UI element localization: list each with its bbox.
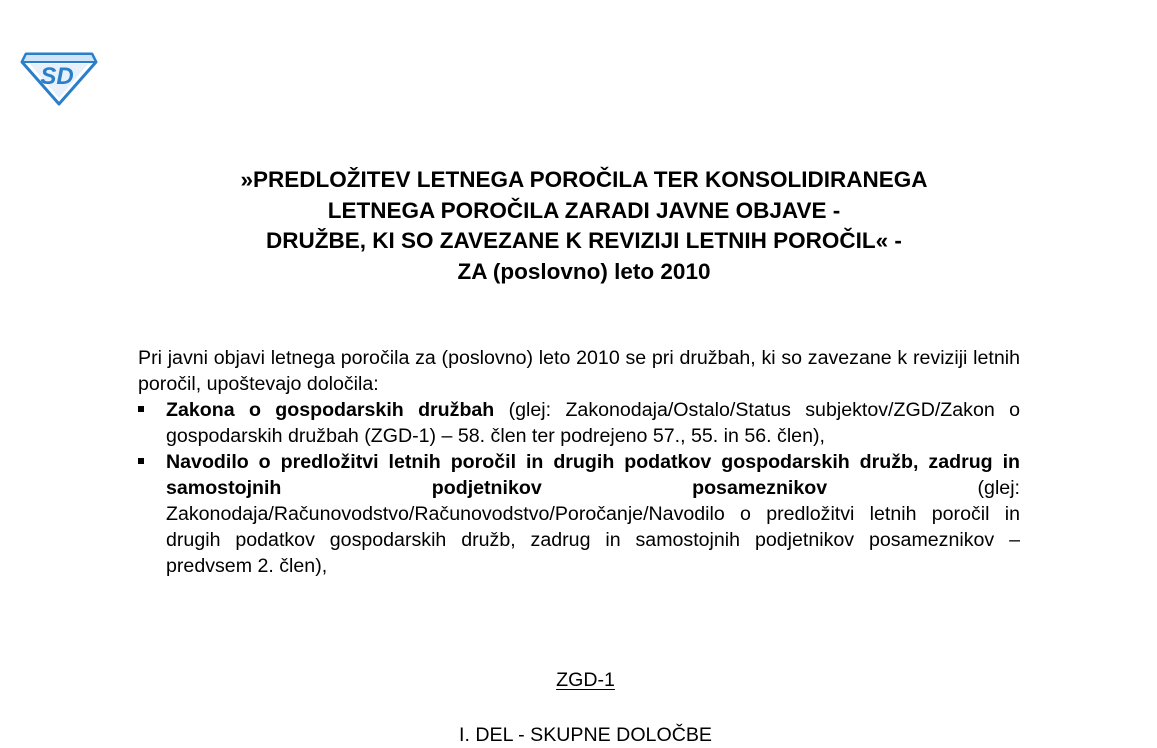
square-bullet-icon xyxy=(138,458,144,464)
list-item xyxy=(138,449,1020,579)
list-item-bold: Zakona o gospodarskih družbah xyxy=(166,399,495,421)
list-item-text: (glej: Zakonodaja/Računovodstvo/Računovodstvo/Poročanje/Navodilo o predložitvi letnih poročil in drugih podatkov gospodarskih družb, zadrug in samostojnih podjetnikov posameznikov – predvsem 2. člen), xyxy=(166,477,1020,577)
title-line-4: ZA (poslovno) leto 2010 xyxy=(457,258,711,284)
zgd-heading: ZGD-1 xyxy=(556,669,615,691)
list-item-bold: Navodilo o predložitvi letnih poročil in drugih podatkov gospodarskih družb, zadrug in samostojnih podjetnikov posameznikov xyxy=(166,451,1020,499)
part-heading: I. DEL - SKUPNE DOLOČBE xyxy=(459,724,712,746)
sd-diamond-logo-icon xyxy=(20,48,98,106)
provisions-list xyxy=(138,397,1020,579)
logo-text: SD xyxy=(40,63,74,90)
title-line-1: »PREDLOŽITEV LETNEGA POROČILA TER KONSOLIDIRANEGA xyxy=(240,167,928,192)
list-item-text: (glej: Zakonodaja/Ostalo/Status subjektov/ZGD/Zakon o gospodarskih družbah (ZGD-1) – 58. člen ter podrejeno 57., 55. in 56. člen), xyxy=(166,399,1020,447)
document-title xyxy=(130,165,1038,287)
title-line-2: LETNEGA POROČILA ZARADI JAVNE OBJAVE - xyxy=(327,197,841,223)
intro-paragraph: Pri javni objavi letnega poročila za (poslovno) leto 2010 se pri družbah, ki so zavezane k reviziji letnih poročil, upoštevajo določila: xyxy=(138,347,1020,395)
square-bullet-icon xyxy=(138,406,144,412)
title-line-3: DRUŽBE, KI SO ZAVEZANE K REVIZIJI LETNIH POROČIL« - xyxy=(266,228,902,253)
document-body xyxy=(138,345,1020,579)
list-item xyxy=(138,397,1020,449)
